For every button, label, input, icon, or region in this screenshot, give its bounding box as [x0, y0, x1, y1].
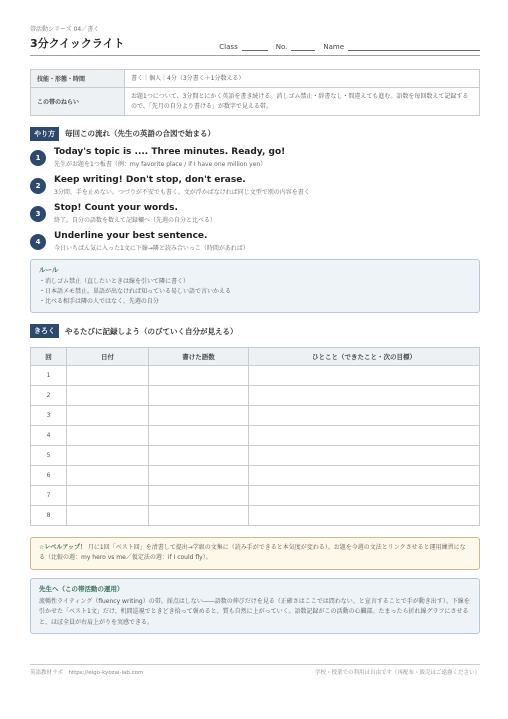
- record-tag: きろく: [30, 324, 59, 338]
- no-label: No.: [275, 43, 288, 51]
- howto-title: 毎回この流れ（先生の英語の合図で始まる）: [65, 129, 215, 139]
- step-japanese: 終了。自分の語数を数えて記録欄へ（先週の自分と比べる）: [54, 216, 217, 224]
- info-row: [31, 70, 480, 88]
- step-number: 2: [30, 178, 46, 194]
- series-label: 帯活動シリーズ 04／書く: [30, 26, 100, 33]
- date-cell[interactable]: [67, 446, 149, 466]
- row-number: 8: [31, 505, 67, 525]
- comment-cell[interactable]: [249, 465, 480, 485]
- column-header: 日付: [67, 348, 149, 366]
- date-cell[interactable]: [67, 366, 149, 386]
- howto-tag: やり方: [30, 127, 59, 141]
- row-number: 6: [31, 465, 67, 485]
- step-item: [30, 175, 480, 196]
- comment-cell[interactable]: [249, 505, 480, 525]
- table-row: [31, 505, 480, 525]
- date-cell[interactable]: [67, 386, 149, 406]
- comment-cell[interactable]: [249, 485, 480, 505]
- level-up-text: 月に1回「ベスト回」を清書して提出→学級の文集に（読み手ができると本気度が変わる）。お題を今週の文法とリンクさせると運用練習になる（比較の週：my hero vs me／仮定法の週：if I could fly）。: [39, 543, 466, 562]
- step-number: 3: [30, 206, 46, 222]
- teacher-note-text: 流暢性ライティング（fluency writing）の帯。採点はしない――語数の伸びだけを見る（正確さはここでは問わない、と宣言することで手が動き出す）。下線を引かせた「ベスト1文」だけ、机間巡視でときどき拾って褒めると、質も自然に上がっていく。語数記録がこの活動の心臓部。たまったら折れ線グラフにさせると、ほぼ全員が右肩上がりを実感できる。: [39, 597, 470, 626]
- name-field[interactable]: [348, 43, 480, 51]
- row-number: 2: [31, 386, 67, 406]
- name-label: Name: [323, 43, 344, 51]
- class-label: Class: [219, 43, 238, 51]
- step-japanese: 先生がお題を1つ板書（例：my favorite place / if I have one million yen）: [54, 160, 267, 168]
- comment-cell[interactable]: [249, 446, 480, 466]
- step-english: Today's topic is .... Three minutes. Ready, go!: [54, 146, 286, 157]
- record-title: やるたびに記録しよう（のびていく自分が見える）: [65, 326, 238, 336]
- word-count-cell[interactable]: [149, 386, 249, 406]
- teacher-note-box: [30, 578, 480, 635]
- steps-list: [30, 147, 480, 252]
- table-row: [31, 366, 480, 386]
- step-item: [30, 203, 480, 224]
- rules-list: [39, 277, 471, 308]
- class-field[interactable]: [242, 43, 268, 51]
- date-cell[interactable]: [67, 485, 149, 505]
- word-count-cell[interactable]: [149, 406, 249, 426]
- step-japanese: 今日いちばん気に入った1文に下線→隣と読み合いっこ（時間があれば）: [54, 244, 249, 252]
- rules-box: [30, 259, 480, 314]
- word-count-cell[interactable]: [149, 485, 249, 505]
- table-row: [31, 406, 480, 426]
- word-count-cell[interactable]: [149, 446, 249, 466]
- column-header: 書けた語数: [149, 348, 249, 366]
- footer-site[interactable]: 英語教材ラボ https://eigo-kyozai-lab.com: [30, 670, 144, 676]
- rule-item: ・消しゴム禁止（直したいときは線を引いて隣に書く）: [39, 277, 190, 285]
- row-number: 5: [31, 446, 67, 466]
- level-up-title: ☆レベルアップ！: [39, 543, 86, 551]
- table-row: [31, 426, 480, 446]
- name-fields: [219, 43, 480, 51]
- word-count-cell[interactable]: [149, 465, 249, 485]
- step-english: Underline your best sentence.: [54, 230, 208, 241]
- info-value: 書く｜個人｜4分（3分書く＋1分数える）: [125, 70, 480, 88]
- record-header-row: [31, 348, 480, 366]
- no-field[interactable]: [291, 43, 315, 51]
- table-row: [31, 446, 480, 466]
- teacher-note-title: 先生へ（この帯活動の運用）: [39, 584, 124, 593]
- footer: [30, 664, 480, 676]
- step-number: 4: [30, 234, 46, 250]
- step-japanese: 3分間、手を止めない。つづりが不安でも書く。文が浮かばなければ同じ文型で別の内容を書く: [54, 188, 310, 196]
- info-value: お題1つについて、3分間とにかく英語を書き続ける。消しゴム禁止・辞書なし・間違えても進む。語数を毎回数えて記録するので、「先月の自分より書ける」が数字で見える帯。: [125, 88, 480, 116]
- column-header: 回: [31, 348, 67, 366]
- rules-title: ルール: [39, 265, 59, 274]
- record-section-head: [30, 324, 480, 338]
- word-count-cell[interactable]: [149, 505, 249, 525]
- info-row: [31, 88, 480, 116]
- date-cell[interactable]: [67, 465, 149, 485]
- word-count-cell[interactable]: [149, 366, 249, 386]
- date-cell[interactable]: [67, 406, 149, 426]
- comment-cell[interactable]: [249, 386, 480, 406]
- title-divider: [30, 55, 480, 56]
- step-item: [30, 231, 480, 252]
- rule-item: ・日本語メモ禁止。単語が出なければ知っている易しい語で言いかえる: [39, 288, 232, 296]
- footer-usage-note: 学校・授業での利用は自由です（再配布・販売はご遠慮ください）: [314, 670, 480, 676]
- level-up-box: [30, 537, 480, 570]
- row-number: 3: [31, 406, 67, 426]
- step-english: Stop! Count your words.: [54, 202, 178, 213]
- step-number: 1: [30, 150, 46, 166]
- table-row: [31, 465, 480, 485]
- word-count-cell[interactable]: [149, 426, 249, 446]
- row-number: 7: [31, 485, 67, 505]
- row-number: 4: [31, 426, 67, 446]
- title-row: [30, 35, 480, 51]
- record-table: [30, 347, 480, 525]
- rule-item: ・比べる相手は隣の人ではなく、先週の自分: [39, 298, 159, 306]
- page-title: 3分クイックライト: [30, 37, 125, 50]
- row-number: 1: [31, 366, 67, 386]
- comment-cell[interactable]: [249, 366, 480, 386]
- howto-section-head: [30, 127, 480, 141]
- step-english: Keep writing! Don't stop, don't erase.: [54, 174, 246, 185]
- info-key: 技能・形態・時間: [31, 70, 125, 88]
- column-header: ひとこと（できたこと・次の目標）: [249, 348, 480, 366]
- table-row: [31, 386, 480, 406]
- comment-cell[interactable]: [249, 426, 480, 446]
- info-table: [30, 69, 480, 116]
- info-key: この帯のねらい: [31, 88, 125, 116]
- date-cell[interactable]: [67, 505, 149, 525]
- date-cell[interactable]: [67, 426, 149, 446]
- comment-cell[interactable]: [249, 406, 480, 426]
- step-item: [30, 147, 480, 168]
- table-row: [31, 485, 480, 505]
